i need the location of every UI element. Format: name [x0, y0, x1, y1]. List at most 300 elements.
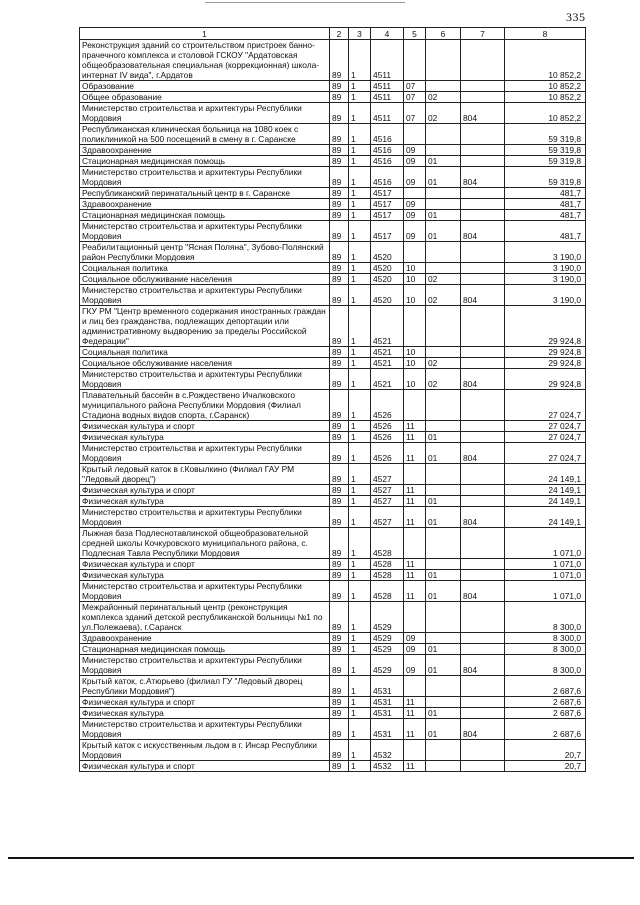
row-code-7	[461, 210, 505, 221]
row-code-6	[426, 740, 461, 761]
row-code-5: 07	[404, 92, 426, 103]
row-code-2: 89	[330, 40, 349, 81]
row-name: Социальная политика	[80, 347, 330, 358]
table-row	[80, 570, 586, 581]
row-code-6: 01	[426, 443, 461, 464]
row-code-3: 1	[349, 124, 371, 145]
row-code-3: 1	[349, 92, 371, 103]
row-name: Физическая культура	[80, 496, 330, 507]
row-code-4: 4516	[371, 167, 404, 188]
table-row	[80, 676, 586, 697]
row-name: Министерство строительства и архитектуры Республики Мордовия	[80, 221, 330, 242]
row-code-3: 1	[349, 103, 371, 124]
row-code-5: 11	[404, 708, 426, 719]
row-code-3: 1	[349, 188, 371, 199]
table-row	[80, 285, 586, 306]
table-row	[80, 167, 586, 188]
table-row	[80, 81, 586, 92]
header-row	[80, 28, 586, 40]
row-name: Стационарная медицинская помощь	[80, 644, 330, 655]
row-code-4: 4528	[371, 581, 404, 602]
row-code-5: 09	[404, 655, 426, 676]
row-code-2: 89	[330, 708, 349, 719]
row-code-4: 4511	[371, 92, 404, 103]
row-code-7: 804	[461, 369, 505, 390]
row-code-7	[461, 528, 505, 559]
row-code-3: 1	[349, 655, 371, 676]
row-code-6	[426, 199, 461, 210]
row-code-2: 89	[330, 358, 349, 369]
row-code-2: 89	[330, 485, 349, 496]
row-code-4: 4526	[371, 390, 404, 421]
row-code-7	[461, 708, 505, 719]
row-code-5: 07	[404, 81, 426, 92]
row-code-7	[461, 92, 505, 103]
row-code-4: 4527	[371, 464, 404, 485]
row-code-6: 01	[426, 156, 461, 167]
row-code-6: 02	[426, 274, 461, 285]
row-code-5	[404, 306, 426, 347]
row-name: Министерство строительства и архитектуры Республики Мордовия	[80, 369, 330, 390]
row-code-2: 89	[330, 633, 349, 644]
row-name: Здравоохранение	[80, 199, 330, 210]
row-code-7: 804	[461, 507, 505, 528]
row-code-5: 11	[404, 559, 426, 570]
row-code-3: 1	[349, 167, 371, 188]
row-code-3: 1	[349, 432, 371, 443]
row-code-7	[461, 199, 505, 210]
row-code-5: 11	[404, 443, 426, 464]
row-code-3: 1	[349, 581, 371, 602]
row-code-4: 4521	[371, 358, 404, 369]
row-code-7	[461, 464, 505, 485]
row-name: Физическая культура и спорт	[80, 485, 330, 496]
row-code-2: 89	[330, 496, 349, 507]
row-code-3: 1	[349, 263, 371, 274]
row-code-7: 804	[461, 719, 505, 740]
row-name: Министерство строительства и архитектуры Республики Мордовия	[80, 655, 330, 676]
row-code-6	[426, 145, 461, 156]
table-row	[80, 432, 586, 443]
row-amount: 3 190,0	[505, 285, 586, 306]
row-code-2: 89	[330, 242, 349, 263]
row-code-7	[461, 242, 505, 263]
header-col-4: 4	[371, 28, 404, 40]
table-header	[80, 28, 586, 40]
table-row	[80, 103, 586, 124]
row-code-6: 02	[426, 103, 461, 124]
table-row	[80, 708, 586, 719]
row-code-5	[404, 390, 426, 421]
row-code-7	[461, 274, 505, 285]
row-code-5: 11	[404, 761, 426, 772]
row-code-3: 1	[349, 761, 371, 772]
row-name: Стационарная медицинская помощь	[80, 210, 330, 221]
table-row	[80, 761, 586, 772]
row-code-4: 4529	[371, 633, 404, 644]
row-code-3: 1	[349, 570, 371, 581]
row-code-2: 89	[330, 719, 349, 740]
row-code-6	[426, 559, 461, 570]
row-code-2: 89	[330, 421, 349, 432]
row-code-3: 1	[349, 602, 371, 633]
row-code-7	[461, 559, 505, 570]
row-code-4: 4531	[371, 708, 404, 719]
row-code-3: 1	[349, 421, 371, 432]
row-amount: 24 149,1	[505, 507, 586, 528]
row-code-6: 01	[426, 570, 461, 581]
row-code-2: 89	[330, 432, 349, 443]
row-amount: 481,7	[505, 221, 586, 242]
row-name: Физическая культура и спорт	[80, 697, 330, 708]
row-code-3: 1	[349, 347, 371, 358]
table-row	[80, 263, 586, 274]
row-code-2: 89	[330, 602, 349, 633]
row-code-7	[461, 676, 505, 697]
row-amount: 59 319,8	[505, 124, 586, 145]
row-name: Здравоохранение	[80, 633, 330, 644]
row-code-3: 1	[349, 719, 371, 740]
row-amount: 10 852,2	[505, 40, 586, 81]
row-code-2: 89	[330, 221, 349, 242]
table-row	[80, 581, 586, 602]
row-code-4: 4516	[371, 124, 404, 145]
row-code-2: 89	[330, 92, 349, 103]
row-name: Физическая культура и спорт	[80, 761, 330, 772]
row-code-4: 4532	[371, 761, 404, 772]
row-code-4: 4526	[371, 432, 404, 443]
row-code-6	[426, 602, 461, 633]
row-code-6	[426, 40, 461, 81]
row-name: Министерство строительства и архитектуры Республики Мордовия	[80, 507, 330, 528]
row-code-7	[461, 263, 505, 274]
row-code-7	[461, 432, 505, 443]
row-code-6: 01	[426, 644, 461, 655]
row-amount: 59 319,8	[505, 156, 586, 167]
row-code-7	[461, 740, 505, 761]
table-row	[80, 156, 586, 167]
row-code-3: 1	[349, 358, 371, 369]
row-code-5: 11	[404, 719, 426, 740]
row-code-4: 4517	[371, 210, 404, 221]
row-code-4: 4529	[371, 655, 404, 676]
row-amount: 2 687,6	[505, 708, 586, 719]
row-code-2: 89	[330, 81, 349, 92]
row-code-3: 1	[349, 199, 371, 210]
row-code-7	[461, 697, 505, 708]
header-col-3: 3	[349, 28, 371, 40]
row-code-6	[426, 761, 461, 772]
row-code-4: 4517	[371, 188, 404, 199]
page-number: 335	[566, 10, 586, 24]
row-code-5: 09	[404, 167, 426, 188]
row-code-7	[461, 124, 505, 145]
row-code-5	[404, 464, 426, 485]
table-row	[80, 369, 586, 390]
row-code-4: 4520	[371, 285, 404, 306]
row-code-2: 89	[330, 464, 349, 485]
row-code-3: 1	[349, 507, 371, 528]
table-row	[80, 528, 586, 559]
row-code-6: 02	[426, 358, 461, 369]
row-amount: 59 319,8	[505, 145, 586, 156]
row-code-6	[426, 528, 461, 559]
row-code-3: 1	[349, 676, 371, 697]
table-row	[80, 210, 586, 221]
row-amount: 3 190,0	[505, 263, 586, 274]
table-row	[80, 740, 586, 761]
row-code-2: 89	[330, 559, 349, 570]
row-name: Республиканский перинатальный центр в г. Саранске	[80, 188, 330, 199]
row-amount: 29 924,8	[505, 306, 586, 347]
row-amount: 2 687,6	[505, 676, 586, 697]
row-code-6: 01	[426, 581, 461, 602]
table-row	[80, 421, 586, 432]
row-code-6: 01	[426, 708, 461, 719]
row-code-2: 89	[330, 570, 349, 581]
row-code-7: 804	[461, 103, 505, 124]
row-name: Физическая культура	[80, 708, 330, 719]
row-code-4: 4517	[371, 221, 404, 242]
table-row	[80, 496, 586, 507]
row-code-7	[461, 347, 505, 358]
row-name: Реконструкция зданий со строительством пристроек банно-прачечного комплекса и столовой ГСКОУ "Ардатовская общеобразовательная специальная (коррекционная) школа-интернат IV вида", г.Ардатов	[80, 40, 330, 81]
row-code-2: 89	[330, 369, 349, 390]
row-name: Межрайонный перинатальный центр (реконструкция комплекса зданий детской республиканской больницы №1 по ул.Полежаева), г.Саранск	[80, 602, 330, 633]
row-code-2: 89	[330, 761, 349, 772]
row-name: Республиканская клиническая больница на 1080 коек с поликлиникой на 500 посещений в смену в г. Саранске	[80, 124, 330, 145]
table-row	[80, 507, 586, 528]
row-code-7	[461, 496, 505, 507]
row-code-7	[461, 633, 505, 644]
row-code-6	[426, 242, 461, 263]
row-code-4: 4520	[371, 263, 404, 274]
row-amount: 29 924,8	[505, 358, 586, 369]
row-amount: 1 071,0	[505, 559, 586, 570]
row-code-5: 10	[404, 263, 426, 274]
row-code-6: 01	[426, 210, 461, 221]
row-code-3: 1	[349, 697, 371, 708]
row-code-2: 89	[330, 697, 349, 708]
row-code-7	[461, 761, 505, 772]
row-code-7	[461, 156, 505, 167]
row-code-4: 4521	[371, 306, 404, 347]
row-code-6: 01	[426, 221, 461, 242]
row-code-2: 89	[330, 285, 349, 306]
row-code-7	[461, 81, 505, 92]
row-code-5: 09	[404, 633, 426, 644]
row-code-5: 10	[404, 358, 426, 369]
table-row	[80, 655, 586, 676]
row-code-6: 01	[426, 167, 461, 188]
row-amount: 10 852,2	[505, 103, 586, 124]
row-amount: 27 024,7	[505, 443, 586, 464]
row-code-2: 89	[330, 507, 349, 528]
row-code-2: 89	[330, 306, 349, 347]
row-code-6	[426, 676, 461, 697]
row-code-5	[404, 242, 426, 263]
row-code-6	[426, 81, 461, 92]
row-amount: 1 071,0	[505, 528, 586, 559]
row-code-3: 1	[349, 210, 371, 221]
row-code-6	[426, 347, 461, 358]
row-code-7	[461, 306, 505, 347]
row-code-4: 4520	[371, 242, 404, 263]
row-code-5	[404, 528, 426, 559]
row-code-7	[461, 358, 505, 369]
row-code-4: 4527	[371, 507, 404, 528]
row-code-6: 01	[426, 719, 461, 740]
row-code-3: 1	[349, 496, 371, 507]
table-row	[80, 390, 586, 421]
row-code-6	[426, 464, 461, 485]
row-amount: 27 024,7	[505, 421, 586, 432]
row-amount: 27 024,7	[505, 432, 586, 443]
row-code-7	[461, 145, 505, 156]
top-scan-line	[205, 2, 405, 3]
table-row	[80, 124, 586, 145]
row-name: Физическая культура и спорт	[80, 421, 330, 432]
row-code-6	[426, 390, 461, 421]
row-code-2: 89	[330, 167, 349, 188]
row-code-6	[426, 124, 461, 145]
row-amount: 10 852,2	[505, 92, 586, 103]
row-code-5: 10	[404, 369, 426, 390]
table-row	[80, 347, 586, 358]
row-amount: 481,7	[505, 210, 586, 221]
row-code-3: 1	[349, 145, 371, 156]
row-code-5: 11	[404, 581, 426, 602]
row-amount: 1 071,0	[505, 570, 586, 581]
row-code-4: 4531	[371, 719, 404, 740]
table-row	[80, 274, 586, 285]
header-col-2: 2	[330, 28, 349, 40]
header-col-6: 6	[426, 28, 461, 40]
table-row	[80, 559, 586, 570]
row-code-4: 4527	[371, 485, 404, 496]
row-code-5: 10	[404, 285, 426, 306]
row-code-4: 4527	[371, 496, 404, 507]
row-amount: 8 300,0	[505, 633, 586, 644]
row-code-2: 89	[330, 443, 349, 464]
row-code-4: 4526	[371, 443, 404, 464]
row-amount: 59 319,8	[505, 167, 586, 188]
table-row	[80, 199, 586, 210]
row-amount: 8 300,0	[505, 655, 586, 676]
table-row	[80, 464, 586, 485]
row-name: Образование	[80, 81, 330, 92]
row-code-4: 4511	[371, 103, 404, 124]
row-code-7: 804	[461, 167, 505, 188]
table-row	[80, 40, 586, 81]
row-code-2: 89	[330, 145, 349, 156]
row-name: Министерство строительства и архитектуры Республики Мордовия	[80, 581, 330, 602]
row-amount: 29 924,8	[505, 369, 586, 390]
row-amount: 29 924,8	[505, 347, 586, 358]
header-col-5: 5	[404, 28, 426, 40]
row-amount: 1 071,0	[505, 581, 586, 602]
table-row	[80, 358, 586, 369]
row-code-5: 09	[404, 156, 426, 167]
table-row	[80, 306, 586, 347]
row-amount: 481,7	[505, 199, 586, 210]
row-code-4: 4532	[371, 740, 404, 761]
row-code-4: 4511	[371, 81, 404, 92]
row-code-3: 1	[349, 390, 371, 421]
row-name: Социальное обслуживание населения	[80, 358, 330, 369]
row-code-3: 1	[349, 285, 371, 306]
row-name: Крытый каток с искусственным льдом в г. Инсар Республики Мордовия	[80, 740, 330, 761]
row-name: Крытый каток, с.Атюрьево (филиал ГУ "Ледовый дворец Республики Мордовия")	[80, 676, 330, 697]
row-code-2: 89	[330, 347, 349, 358]
row-code-5	[404, 602, 426, 633]
row-code-3: 1	[349, 644, 371, 655]
row-code-2: 89	[330, 655, 349, 676]
row-name: Министерство строительства и архитектуры Республики Мордовия	[80, 285, 330, 306]
row-code-6: 01	[426, 507, 461, 528]
row-code-5: 11	[404, 432, 426, 443]
row-code-5: 11	[404, 421, 426, 432]
row-code-3: 1	[349, 708, 371, 719]
row-code-7	[461, 421, 505, 432]
bottom-scan-line	[8, 857, 634, 859]
row-amount: 24 149,1	[505, 496, 586, 507]
row-code-5	[404, 124, 426, 145]
row-name: Общее образование	[80, 92, 330, 103]
row-code-5: 09	[404, 210, 426, 221]
row-name: Министерство строительства и архитектуры Республики Мордовия	[80, 167, 330, 188]
header-col-1: 1	[80, 28, 330, 40]
row-code-6: 01	[426, 655, 461, 676]
table-row	[80, 92, 586, 103]
row-code-5	[404, 40, 426, 81]
row-code-6	[426, 306, 461, 347]
row-name: Здравоохранение	[80, 145, 330, 156]
row-code-2: 89	[330, 528, 349, 559]
header-col-8: 8	[505, 28, 586, 40]
table-row	[80, 602, 586, 633]
budget-table	[79, 27, 586, 772]
row-code-7: 804	[461, 221, 505, 242]
row-code-7: 804	[461, 655, 505, 676]
row-code-2: 89	[330, 124, 349, 145]
row-code-7	[461, 188, 505, 199]
row-code-6	[426, 633, 461, 644]
row-code-7	[461, 644, 505, 655]
row-code-4: 4511	[371, 40, 404, 81]
row-code-3: 1	[349, 443, 371, 464]
row-code-6	[426, 263, 461, 274]
row-name: Социальное обслуживание населения	[80, 274, 330, 285]
row-code-2: 89	[330, 188, 349, 199]
row-code-4: 4516	[371, 145, 404, 156]
row-amount: 2 687,6	[505, 697, 586, 708]
row-code-3: 1	[349, 156, 371, 167]
table-row	[80, 242, 586, 263]
row-name: Физическая культура	[80, 570, 330, 581]
row-code-7	[461, 485, 505, 496]
row-amount: 2 687,6	[505, 719, 586, 740]
row-code-5: 09	[404, 145, 426, 156]
row-code-6	[426, 697, 461, 708]
row-code-4: 4521	[371, 369, 404, 390]
header-col-7: 7	[461, 28, 505, 40]
row-code-7: 804	[461, 285, 505, 306]
row-code-6: 02	[426, 92, 461, 103]
row-code-5: 11	[404, 485, 426, 496]
row-code-5	[404, 740, 426, 761]
row-code-5: 11	[404, 496, 426, 507]
